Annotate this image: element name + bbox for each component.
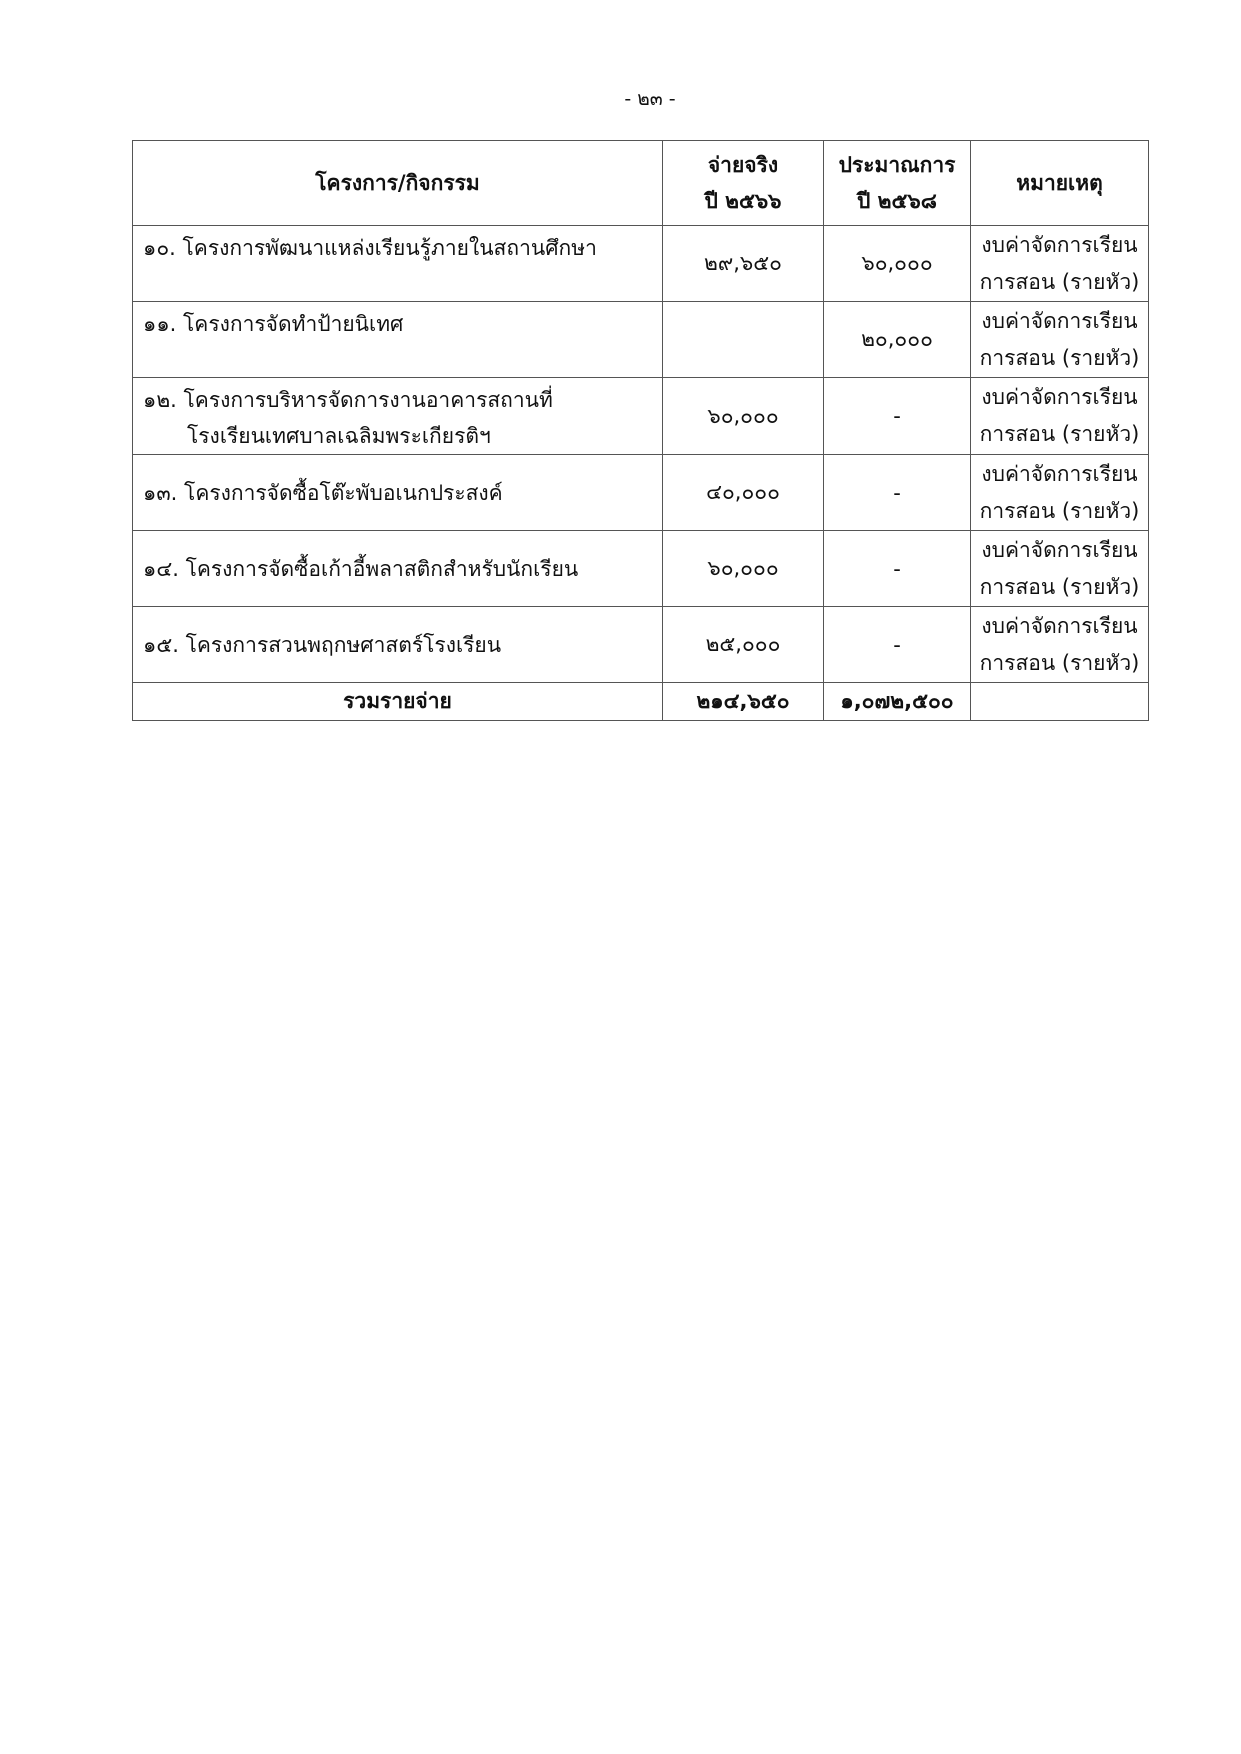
project-cell xyxy=(133,531,663,607)
table-row xyxy=(133,378,1149,455)
note-line2: การสอน (รายหัว) xyxy=(979,574,1140,599)
actual-amount xyxy=(663,302,824,378)
header-actual-line1: จ่ายจริง xyxy=(707,153,779,177)
table-row xyxy=(133,607,1149,683)
total-note-empty xyxy=(971,683,1149,721)
actual-amount: ๔๐,๐๐๐ xyxy=(663,455,824,531)
project-name: ๑๕. โครงการสวนพฤกษศาสตร์โรงเรียน xyxy=(143,632,502,657)
estimate-amount: - xyxy=(824,378,971,455)
note-line2: การสอน (รายหัว) xyxy=(979,269,1140,294)
note-line2: การสอน (รายหัว) xyxy=(979,345,1140,370)
header-estimate-line2: ปี ๒๕๖๘ xyxy=(857,189,937,213)
project-cell xyxy=(133,607,663,683)
project-name: ๑๔. โครงการจัดซื้อเก้าอี้พลาสติกสำหรับนักเรียน xyxy=(143,556,579,581)
project-cell xyxy=(133,378,663,455)
note-cell xyxy=(971,455,1149,531)
note-line2: การสอน (รายหัว) xyxy=(979,422,1140,446)
project-name: ๑๐. โครงการพัฒนาแหล่งเรียนรู้ภายในสถานศึกษา xyxy=(143,236,597,260)
actual-amount: ๒๕,๐๐๐ xyxy=(663,607,824,683)
budget-table xyxy=(132,140,1149,721)
project-cell xyxy=(133,455,663,531)
table-row xyxy=(133,226,1149,302)
note-cell xyxy=(971,607,1149,683)
total-row xyxy=(133,683,1149,721)
header-actual-line2: ปี ๒๕๖๖ xyxy=(704,189,782,213)
note-line1: งบค่าจัดการเรียน xyxy=(981,308,1138,333)
note-line1: งบค่าจัดการเรียน xyxy=(981,232,1138,257)
note-line1: งบค่าจัดการเรียน xyxy=(981,385,1138,409)
note-cell xyxy=(971,378,1149,455)
header-estimate xyxy=(824,141,971,226)
page-number: - ๒๓ - xyxy=(624,88,676,110)
actual-amount: ๖๐,๐๐๐ xyxy=(663,531,824,607)
note-line1: งบค่าจัดการเรียน xyxy=(981,537,1138,562)
note-line2: การสอน (รายหัว) xyxy=(979,650,1140,675)
estimate-amount: - xyxy=(824,607,971,683)
header-project: โครงการ/กิจกรรม xyxy=(133,141,663,226)
project-cell xyxy=(133,302,663,378)
actual-amount: ๒๙,๖๕๐ xyxy=(663,226,824,302)
table-row xyxy=(133,531,1149,607)
note-line1: งบค่าจัดการเรียน xyxy=(981,613,1138,638)
header-actual xyxy=(663,141,824,226)
total-label: รวมรายจ่าย xyxy=(133,683,663,721)
total-estimate: ๑,๐๗๒,๕๐๐ xyxy=(824,683,971,721)
project-name: ๑๑. โครงการจัดทำป้ายนิเทศ xyxy=(143,312,404,336)
note-line2: การสอน (รายหัว) xyxy=(979,498,1140,523)
estimate-amount: ๖๐,๐๐๐ xyxy=(824,226,971,302)
actual-amount: ๖๐,๐๐๐ xyxy=(663,378,824,455)
estimate-amount: - xyxy=(824,531,971,607)
table-row xyxy=(133,302,1149,378)
project-cell xyxy=(133,226,663,302)
project-name: ๑๒. โครงการบริหารจัดการงานอาคารสถานที่ xyxy=(143,388,553,412)
table-row xyxy=(133,455,1149,531)
note-line1: งบค่าจัดการเรียน xyxy=(981,461,1138,486)
note-cell xyxy=(971,531,1149,607)
note-cell xyxy=(971,226,1149,302)
project-name-continued: โรงเรียนเทศบาลเฉลิมพระเกียรติฯ xyxy=(187,424,491,448)
header-note: หมายเหตุ xyxy=(971,141,1149,226)
estimate-amount: - xyxy=(824,455,971,531)
total-actual: ๒๑๔,๖๕๐ xyxy=(663,683,824,721)
estimate-amount: ๒๐,๐๐๐ xyxy=(824,302,971,378)
table-header-row xyxy=(133,141,1149,226)
note-cell xyxy=(971,302,1149,378)
project-name: ๑๓. โครงการจัดซื้อโต๊ะพับอเนกประสงค์ xyxy=(143,480,503,505)
header-estimate-line1: ประมาณการ xyxy=(838,153,956,177)
